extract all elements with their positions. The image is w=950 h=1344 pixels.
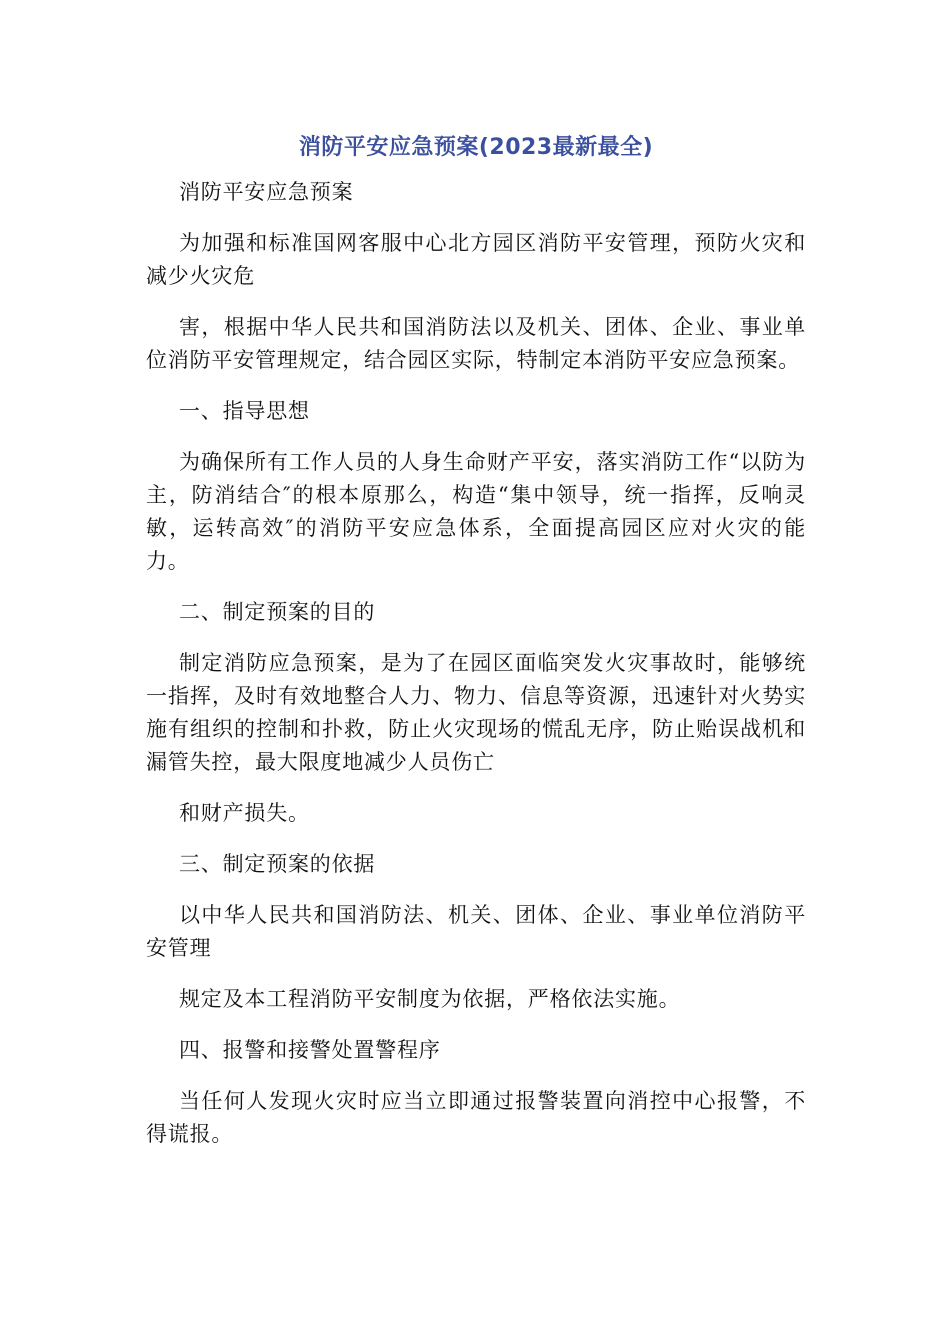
section-heading: 一、指导思想 <box>179 399 310 423</box>
paragraph: 消防平安应急预案 <box>179 180 354 204</box>
section-heading: 四、报警和接警处置警程序 <box>179 1038 441 1062</box>
document-title: 消防平安应急预案(2023最新最全) <box>298 135 654 160</box>
paragraph: 规定及本工程消防平安制度为依据，严格依法实施。 <box>179 987 681 1011</box>
paragraph: 制定消防应急预案，是为了在园区面临突发火灾事故时，能够统一指挥，及时有效地整合人力、物力、信息等资源，迅速针对火势实施有组织的控制和扑救，防止火灾现场的慌乱无序，防止贻误战机和漏管失控，最大限度地减少人员伤亡 <box>146 651 806 774</box>
paragraph: 为确保所有工作人员的人身生命财产平安，落实消防工作“以防为主，防消结合″的根本原那么，构造“集中领导，统一指挥，反响灵敏，运转高效″的消防平安应急体系，全面提高园区应对火灾的能力。 <box>146 450 806 573</box>
paragraph: 为加强和标准国网客服中心北方园区消防平安管理，预防火灾和减少火灾危 <box>146 231 806 288</box>
section-heading: 二、制定预案的目的 <box>179 600 376 624</box>
paragraph: 以中华人民共和国消防法、机关、团体、企业、事业单位消防平安管理 <box>146 903 806 960</box>
document-body <box>146 130 806 1169</box>
paragraph: 害，根据中华人民共和国消防法以及机关、团体、企业、事业单位消防平安管理规定，结合园区实际，特制定本消防平安应急预案。 <box>146 315 806 372</box>
paragraph: 和财产损失。 <box>179 801 310 825</box>
paragraph: 当任何人发现火灾时应当立即通过报警装置向消控中心报警，不得谎报。 <box>146 1089 806 1146</box>
section-heading: 三、制定预案的依据 <box>179 852 376 876</box>
